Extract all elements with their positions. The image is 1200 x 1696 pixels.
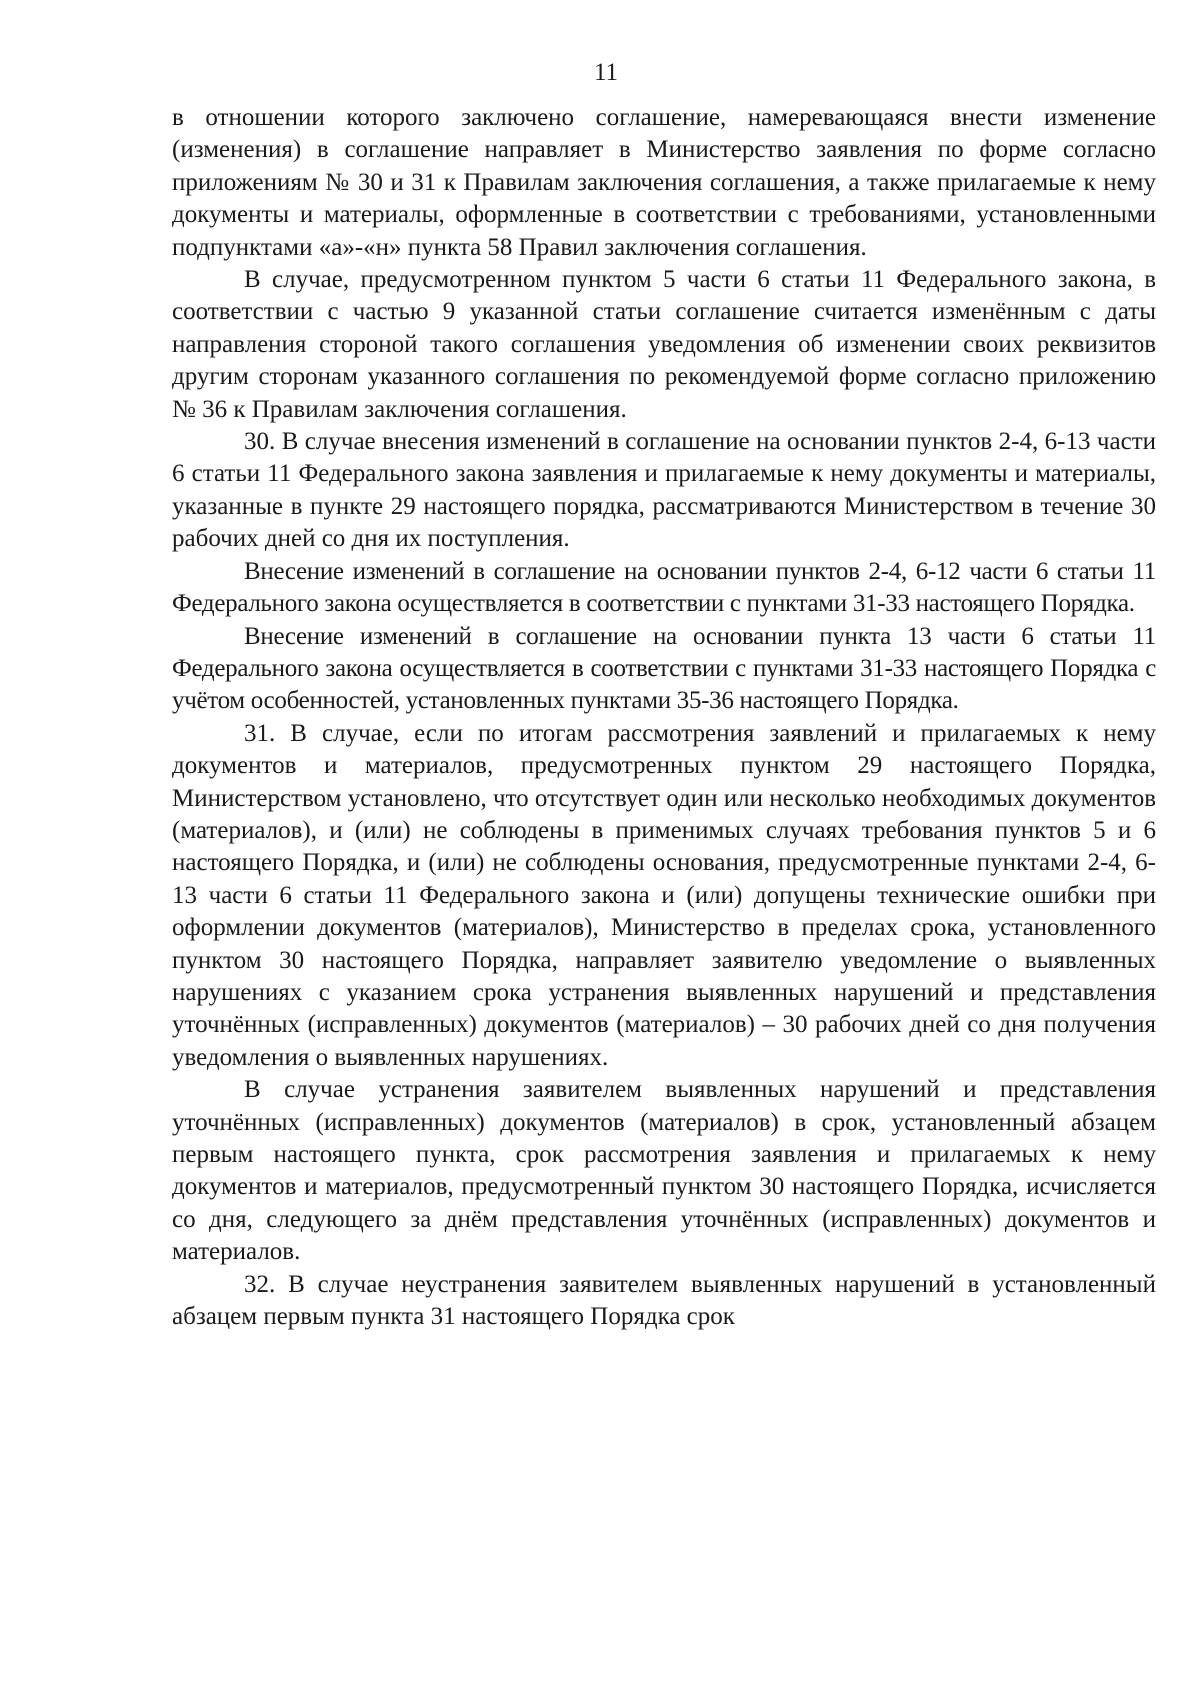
paragraph-32: 32. В случае неустранения заявителем выявленных нарушений в установленный абзацем первым пункта 31 настоящего Порядка срок bbox=[172, 1270, 1156, 1331]
paragraph-continuation: в отношении которого заключено соглашение, намеревающаяся внести изменение (изменения) в соглашение направляет в Министерство заявления по форме согласно приложениям № 30 и 31 к Правилам заключения соглашения, а также прилагаемые к нему документы и материалы, оформленные в соответствии с требованиями, установленными подпунктами «а»-«н» пункта 58 Правил заключения соглашения. bbox=[172, 104, 1156, 261]
paragraph-notification-case: В случае, предусмотренном пунктом 5 части 6 статьи 11 Федерального закона, в соответствии с частью 9 указанной статьи соглашение считается изменённым с даты направления стороной такого соглашения уведомления об изменении своих реквизитов другим сторонам указанного соглашения по рекомендуемой форме согласно приложению № 36 к Правилам заключения соглашения. bbox=[172, 266, 1156, 423]
paragraph-30-amendments-2-12: Внесение изменений в соглашение на основании пунктов 2-4, 6-12 части 6 статьи 11 Федерального закона осуществляется в соответствии с пунктами 31-33 настоящего Порядка. bbox=[172, 557, 1156, 618]
document-body bbox=[172, 102, 1156, 1333]
paragraph-31-correction: В случае устранения заявителем выявленных нарушений и представления уточнённых (исправленных) документов (материалов) в срок, установленный абзацем первым настоящего пункта, срок рассмотрения заявления и прилагаемых к нему документов и материалов, предусмотренный пунктом 30 настоящего Порядка, исчисляется со дня, следующего за днём представления уточнённых (исправленных) документов и материалов. bbox=[172, 1076, 1156, 1266]
paragraph-31: 31. В случае, если по итогам рассмотрения заявлений и прилагаемых к нему документов и материалов, предусмотренных пунктом 29 настоящего Порядка, Министерством установлено, что отсутствует один или несколько необходимых документов (материалов), и (или) не соблюдены в применимых случаях требования пунктов 5 и 6 настоящего Порядка, и (или) не соблюдены основания, предусмотренные пунктами 2-4, 6-13 части 6 статьи 11 Федерального закона и (или) допущены технические ошибки при оформлении документов (материалов), Министерство в пределах срока, установленного пунктом 30 настоящего Порядка, направляет заявителю уведомление о выявленных нарушениях с указанием срока устранения выявленных нарушений и представления уточнённых (исправленных) документов (материалов) – 30 рабочих дней со дня получения уведомления о выявленных нарушениях. bbox=[172, 719, 1156, 1071]
paragraph-30: 30. В случае внесения изменений в соглашение на основании пунктов 2-4, 6-13 части 6 статьи 11 Федерального закона заявления и прилагаемые к нему документы и материалы, указанные в пункте 29 настоящего порядка, рассматриваются Министерством в течение 30 рабочих дней со дня их поступления. bbox=[172, 428, 1156, 553]
page-number: 11 bbox=[593, 59, 619, 86]
paragraph-30-amendments-13: Внесение изменений в соглашение на основании пункта 13 части 6 статьи 11 Федерального закона осуществляется в соответствии с пунктами 31-33 настоящего Порядка с учётом особенностей, установленных пунктами 35-36 настоящего Порядка. bbox=[172, 622, 1156, 715]
